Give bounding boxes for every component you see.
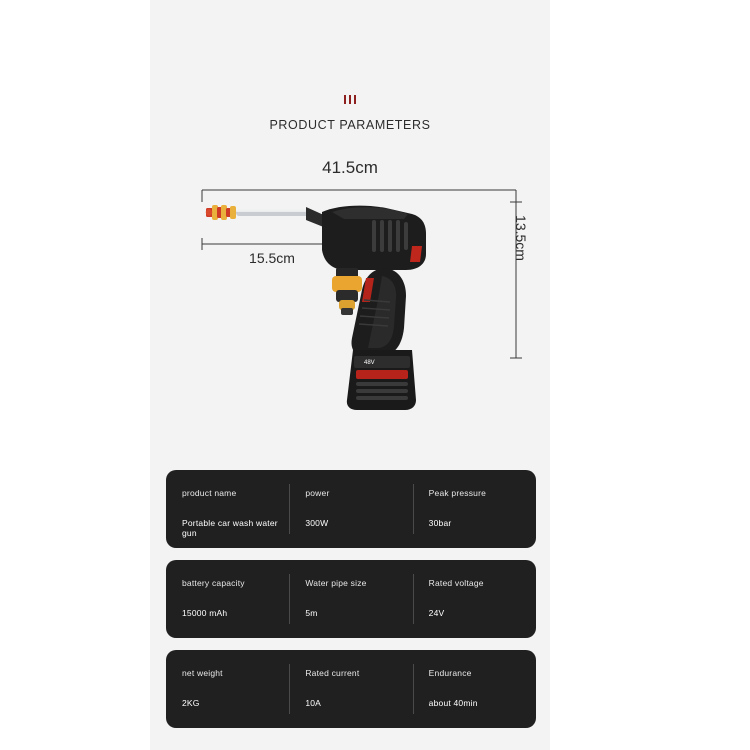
spec-cell [289,650,412,728]
page-header [150,95,550,132]
triple-bar-mark-icon [344,95,356,104]
spec-key: power [305,488,330,498]
spec-row [166,470,536,548]
spec-key: Rated voltage [428,578,484,588]
spec-key: Rated current [305,668,360,678]
spec-value: 10A [305,698,322,708]
spec-value: 24V [428,608,445,618]
spec-key: product name [182,488,237,498]
spec-cell [166,560,289,638]
spec-value: 5m [305,608,318,618]
spec-value: about 40min [428,698,478,708]
nozzle-tip [206,205,236,220]
spec-cell [289,470,412,548]
page-title: PRODUCT PARAMETERS [269,118,431,132]
spec-value: 2KG [182,698,200,708]
spec-table [166,470,536,740]
spec-key: Endurance [428,668,472,678]
spec-key: battery capacity [182,578,245,588]
spec-value: 15000 mAh [182,608,228,618]
spec-key: net weight [182,668,223,678]
water-inlet-connector [332,268,362,315]
spec-cell [413,470,536,548]
battery-pack [347,350,416,410]
spec-value: Portable car wash water gun [182,518,278,538]
spec-row [166,560,536,638]
water-gun-body [206,205,426,410]
product-illustration [150,150,550,410]
product-figure [150,150,550,410]
height-label: 13.5cm [513,215,530,261]
spec-cell [413,560,536,638]
spec-cell [166,650,289,728]
total-length-label: 41.5cm [322,158,378,177]
spec-value: 300W [305,518,329,528]
nozzle-length-label: 15.5cm [249,250,295,266]
spec-cell [289,560,412,638]
spec-row [166,650,536,728]
spec-cell [413,650,536,728]
spec-cell [166,470,289,548]
battery-voltage-label: 48V [364,360,375,366]
spec-value: 30bar [428,518,452,528]
spec-key: Peak pressure [428,488,487,498]
spec-key: Water pipe size [305,578,367,588]
